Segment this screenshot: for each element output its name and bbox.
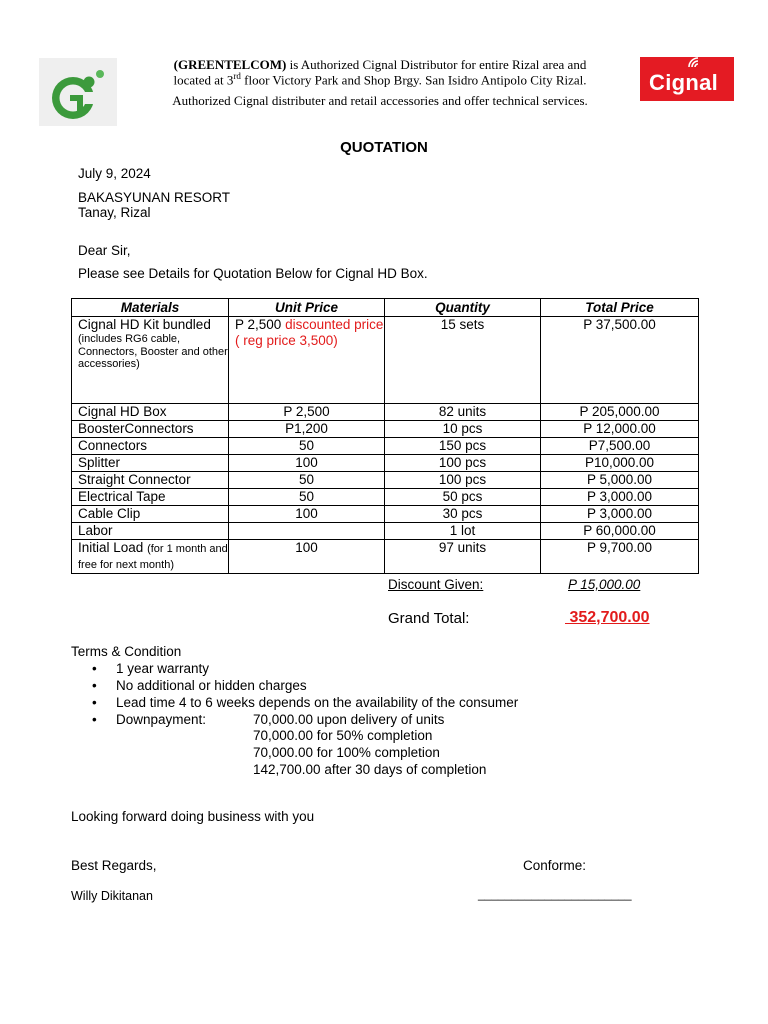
- conforme-label: Conforme:: [523, 858, 587, 873]
- total-price-cell: P 5,000.00: [541, 472, 699, 489]
- total-price-cell: P7,500.00: [541, 438, 699, 455]
- total-price-cell: P 9,700.00: [541, 540, 699, 574]
- header-line-2: [130, 71, 630, 88]
- table-row: [72, 506, 699, 523]
- material-note: (for 1 month and free for next month): [78, 543, 228, 571]
- material-cell: Electrical Tape: [72, 489, 229, 506]
- table-row: [72, 472, 699, 489]
- salutation: Dear Sir,: [78, 243, 131, 258]
- unit-price-cell: 50: [229, 472, 385, 489]
- table-header-row: [72, 299, 699, 317]
- total-price-cell: P 37,500.00: [541, 317, 699, 404]
- unit-price-cell: 50: [229, 438, 385, 455]
- closing-text: Looking forward doing business with you: [71, 809, 315, 824]
- header-line-1-text: is Authorized Cignal Distributor for entire Rizal area and: [286, 57, 587, 72]
- quantity-cell: 15 sets: [385, 317, 541, 404]
- header-address-post: floor Victory Park and Shop Brgy. San Isidro Antipolo City Rizal.: [240, 72, 587, 88]
- signature-line: _______________________: [478, 887, 632, 901]
- company-name: (GREENTELCOM): [173, 57, 287, 72]
- unit-price-cell: P1,200: [229, 421, 385, 438]
- material-cell: [72, 540, 229, 574]
- greentelcom-logo: [39, 58, 117, 126]
- total-price-cell: P 60,000.00: [541, 523, 699, 540]
- quotation-table: [71, 298, 699, 574]
- column-header-materials: Materials: [72, 299, 229, 317]
- quantity-cell: 150 pcs: [385, 438, 541, 455]
- downpayment-line: 142,700.00 after 30 days of completion: [253, 762, 487, 777]
- quantity-cell: 100 pcs: [385, 472, 541, 489]
- terms-item: [116, 711, 518, 728]
- unit-price-cell: 100: [229, 540, 385, 574]
- material-cell: Cignal HD Box: [72, 404, 229, 421]
- terms-item: • No additional or hidden charges: [116, 677, 518, 694]
- terms-item: • 1 year warranty: [116, 660, 518, 677]
- cignal-logo: [640, 57, 734, 101]
- grand-total-value: 352,700.00: [565, 609, 650, 626]
- recipient-name: BAKASYUNAN RESORT: [78, 190, 231, 205]
- terms-list: [70, 660, 518, 728]
- header-line-3: Authorized Cignal distributer and retail accessories and offer technical services.: [172, 93, 588, 108]
- column-header-unit-price: Unit Price: [229, 299, 385, 317]
- downpayment-line: 70,000.00 for 100% completion: [253, 745, 440, 760]
- unit-price-cell: 50: [229, 489, 385, 506]
- quantity-cell: 1 lot: [385, 523, 541, 540]
- quantity-cell: 97 units: [385, 540, 541, 574]
- unit-price: P 2,500: [235, 317, 282, 332]
- downpayment-line: 70,000.00 for 50% completion: [253, 728, 433, 743]
- regards-text: Best Regards,: [71, 858, 157, 873]
- signatory-name: Willy Dikitanan: [71, 889, 153, 903]
- quantity-cell: 10 pcs: [385, 421, 541, 438]
- material-cell: BoosterConnectors: [72, 421, 229, 438]
- table-row: [72, 438, 699, 455]
- grand-total-label: Grand Total:: [388, 610, 470, 627]
- discount-label: [388, 577, 483, 592]
- table-row: [72, 317, 699, 404]
- material-note: (includes RG6 cable, Connectors, Booster and other accessories): [78, 333, 228, 370]
- material-cell: Splitter: [72, 455, 229, 472]
- date: July 9, 2024: [78, 166, 151, 181]
- quantity-cell: 50 pcs: [385, 489, 541, 506]
- material-name: Cignal HD Kit bundled: [78, 317, 211, 332]
- material-name: Initial Load: [78, 540, 144, 555]
- downpayment-line: 70,000.00 upon delivery of units: [253, 712, 445, 727]
- unit-price-cell: 100: [229, 455, 385, 472]
- table-row: [72, 489, 699, 506]
- quantity-cell: 100 pcs: [385, 455, 541, 472]
- table-row: [72, 540, 699, 574]
- column-header-total-price: Total Price: [541, 299, 699, 317]
- discount-value: P 15,000.00: [568, 577, 641, 592]
- column-header-quantity: Quantity: [385, 299, 541, 317]
- unit-price-cell: P 2,500: [229, 404, 385, 421]
- recipient-address: Tanay, Rizal: [78, 205, 151, 220]
- header-address-pre: located at 3: [173, 72, 234, 88]
- downpayment-label: Downpayment:: [116, 712, 207, 727]
- table-row: [72, 523, 699, 540]
- total-price-cell: P 12,000.00: [541, 421, 699, 438]
- unit-price-cell: [229, 317, 385, 404]
- quantity-cell: 30 pcs: [385, 506, 541, 523]
- terms-heading: Terms & Condition: [71, 644, 182, 659]
- intro-text: Please see Details for Quotation Below for Cignal HD Box.: [78, 266, 428, 281]
- material-cell: Labor: [72, 523, 229, 540]
- discount-label-text: Discount Given:: [388, 577, 484, 592]
- total-price-cell: P 3,000.00: [541, 489, 699, 506]
- table-row: [72, 455, 699, 472]
- material-cell: Connectors: [72, 438, 229, 455]
- unit-price-cell: [229, 523, 385, 540]
- total-price-cell: P 205,000.00: [541, 404, 699, 421]
- cignal-logo-text: Cignal: [649, 70, 719, 95]
- terms-item: • Lead time 4 to 6 weeks depends on the availability of the consumer: [116, 694, 518, 711]
- discount-note: discounted price ( reg price 3,500): [235, 317, 384, 348]
- unit-price-cell: 100: [229, 506, 385, 523]
- quantity-cell: 82 units: [385, 404, 541, 421]
- material-cell: Cable Clip: [72, 506, 229, 523]
- total-price-cell: P 3,000.00: [541, 506, 699, 523]
- document-title: QUOTATION: [340, 139, 428, 156]
- material-cell: [72, 317, 229, 404]
- table-row: [72, 421, 699, 438]
- total-price-cell: P10,000.00: [541, 455, 699, 472]
- table-row: [72, 404, 699, 421]
- material-cell: Straight Connector: [72, 472, 229, 489]
- header-address-sup: rd: [233, 71, 241, 81]
